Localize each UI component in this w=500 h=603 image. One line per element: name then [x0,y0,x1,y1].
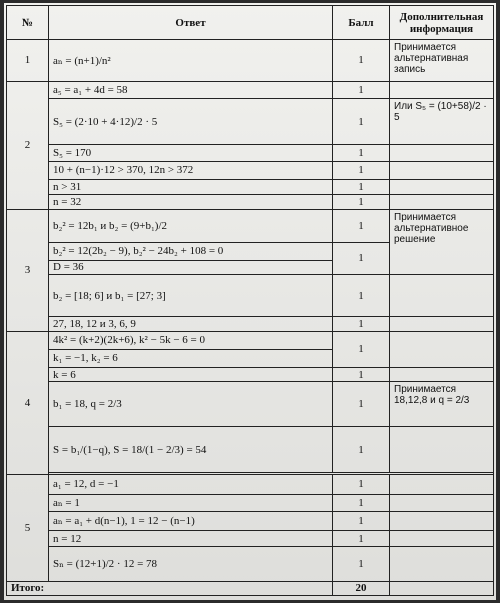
info-cell [390,194,494,209]
table-row [7,98,494,145]
info-cell: Принимается альтернативное решение [390,210,494,275]
table-row [7,194,494,209]
info-cell: Принимается альтернативная запись [390,40,494,82]
answer-cell: aₙ = (n+1)/n² [49,40,333,82]
info-cell: Принимается 18,12,8 и q = 2/3 [390,382,494,427]
score-cell: 1 [333,274,390,317]
score-cell: 1 [333,426,390,473]
answer-cell: Sₙ = (12+1)/2 · 12 = 78 [49,547,333,581]
task-number: 3 [7,210,49,332]
info-cell [390,331,494,367]
score-cell: 1 [333,331,390,367]
score-cell: 1 [333,547,390,581]
info-cell [390,368,494,382]
table-row [7,161,494,179]
score-cell: 1 [333,179,390,194]
table-row [7,210,494,242]
header-answer: Ответ [49,6,333,40]
answer-key-sheet [4,3,496,600]
table-row [7,274,494,317]
info-cell [390,161,494,179]
header-info: Дополнительная информация [390,6,494,40]
table-row [7,317,494,331]
table-row [7,331,494,349]
total-label: Итого: [7,581,333,595]
score-cell: 1 [333,81,390,98]
info-cell [390,274,494,317]
answer-cell: n > 31 [49,179,333,194]
task-number: 1 [7,40,49,82]
answer-cell: n = 32 [49,194,333,209]
score-cell: 1 [333,161,390,179]
answer-cell: b₂² = 12(2b₂ − 9), b₂² − 24b₂ + 108 = 0 [49,242,333,260]
table-row [7,426,494,473]
header-score: Балл [333,6,390,40]
header-row [7,6,494,40]
answer-cell: n = 12 [49,531,333,547]
info-cell [390,511,494,530]
answer-cell: b₂ = [18; 6] и b₁ = [27; 3] [49,274,333,317]
score-cell: 1 [333,382,390,427]
info-cell [390,81,494,98]
score-cell: 1 [333,317,390,331]
table-row [7,179,494,194]
answer-cell: 10 + (n−1)·12 > 370, 12n > 372 [49,161,333,179]
table-row [7,494,494,511]
answer-cell: S₅ = (2·10 + 4·12)/2 · 5 [49,98,333,145]
table-row [7,475,494,494]
header-num: № [7,6,49,40]
info-cell [390,145,494,161]
score-cell: 1 [333,531,390,547]
total-score: 20 [333,581,390,595]
info-cell: Или S₅ = (10+58)/2 · 5 [390,98,494,145]
table-row [7,511,494,530]
info-cell [390,475,494,494]
score-cell: 1 [333,210,390,242]
score-cell: 1 [333,368,390,382]
answer-cell: k = 6 [49,368,333,382]
table-row [7,368,494,382]
score-cell: 1 [333,494,390,511]
answer-key-table [6,5,494,596]
task-number: 4 [7,331,49,475]
info-cell [390,547,494,581]
score-cell: 1 [333,98,390,145]
info-cell [390,317,494,331]
task-number: 2 [7,81,49,210]
info-cell [390,179,494,194]
answer-cell: 4k² = (k+2)(2k+6), k² − 5k − 6 = 0 [49,331,333,349]
info-cell [390,494,494,511]
answer-cell: b₂² = 12b₁ и b₂ = (9+b₁)/2 [49,210,333,242]
total-row [7,581,494,595]
answer-cell: a₅ = a₁ + 4d = 58 [49,81,333,98]
table-row [7,40,494,82]
answer-cell: b₁ = 18, q = 2/3 [49,382,333,427]
score-cell: 1 [333,40,390,82]
answer-cell: S = b₁/(1−q), S = 18/(1 − 2/3) = 54 [49,426,333,473]
score-cell: 1 [333,194,390,209]
table-row [7,547,494,581]
answer-cell: a₁ = 12, d = −1 [49,475,333,494]
answer-cell: aₙ = 1 [49,494,333,511]
answer-cell: aₙ = a₁ + d(n−1), 1 = 12 − (n−1) [49,511,333,530]
info-cell [390,531,494,547]
score-cell: 1 [333,511,390,530]
answer-cell: S₅ = 170 [49,145,333,161]
score-cell: 1 [333,145,390,161]
total-info [390,581,494,595]
table-row [7,145,494,161]
table-row [7,531,494,547]
answer-cell: k₁ = −1, k₂ = 6 [49,349,333,367]
table-row [7,382,494,427]
answer-cell: D = 36 [49,260,333,274]
score-cell: 1 [333,475,390,494]
score-cell: 1 [333,242,390,274]
answer-cell: 27, 18, 12 и 3, 6, 9 [49,317,333,331]
task-number: 5 [7,475,49,581]
info-cell [390,426,494,473]
table-row [7,81,494,98]
